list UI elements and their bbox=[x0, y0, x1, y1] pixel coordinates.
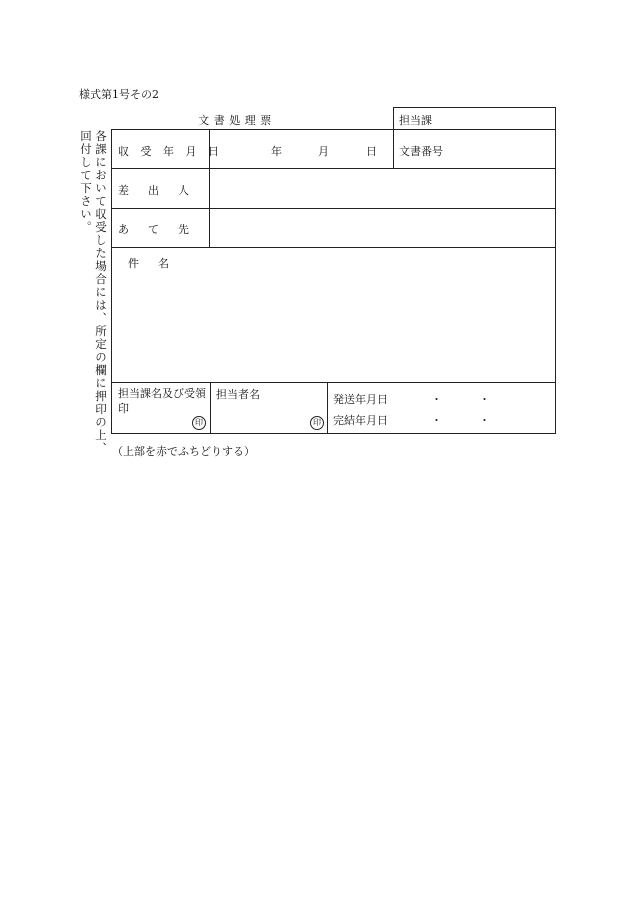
seal-mark-2: 印 bbox=[310, 416, 324, 430]
form-title: 文 書 処 理 票 bbox=[198, 114, 272, 127]
form-id: 様式第1号その2 bbox=[79, 88, 159, 101]
sender-label: 差 出 人 bbox=[118, 184, 193, 197]
date-month-label: 月 bbox=[318, 145, 329, 158]
date-day-label: 日 bbox=[366, 145, 377, 158]
seal-mark-1: 印 bbox=[192, 416, 206, 430]
date-year-label: 年 bbox=[271, 145, 282, 158]
subject-label: 件 名 bbox=[128, 257, 173, 270]
done-date-label: 完結年月日 bbox=[333, 414, 388, 427]
side-note-line2: 回付して下さい。 bbox=[79, 130, 93, 234]
sent-date-label: 発送年月日 bbox=[333, 393, 388, 406]
doc-number-label: 文書番号 bbox=[399, 145, 443, 158]
sent-date-dot-2: ・ bbox=[479, 393, 490, 406]
side-note-line1: 各課において収受した場合には、所定の欄に押印の上、 bbox=[94, 130, 108, 455]
done-date-dot-1: ・ bbox=[431, 414, 442, 427]
sent-date-dot-1: ・ bbox=[431, 393, 442, 406]
received-date-label: 収 受 年 月 日 bbox=[118, 145, 223, 158]
dept-seal-label: 担当課名及び受領印 bbox=[118, 387, 206, 415]
done-date-dot-2: ・ bbox=[479, 414, 490, 427]
tantoka-label: 担当課 bbox=[399, 114, 432, 127]
recipient-label: あ て 先 bbox=[118, 223, 193, 236]
person-label: 担当者名 bbox=[216, 388, 260, 401]
footnote: （上部を赤でふちどりする） bbox=[112, 445, 255, 458]
